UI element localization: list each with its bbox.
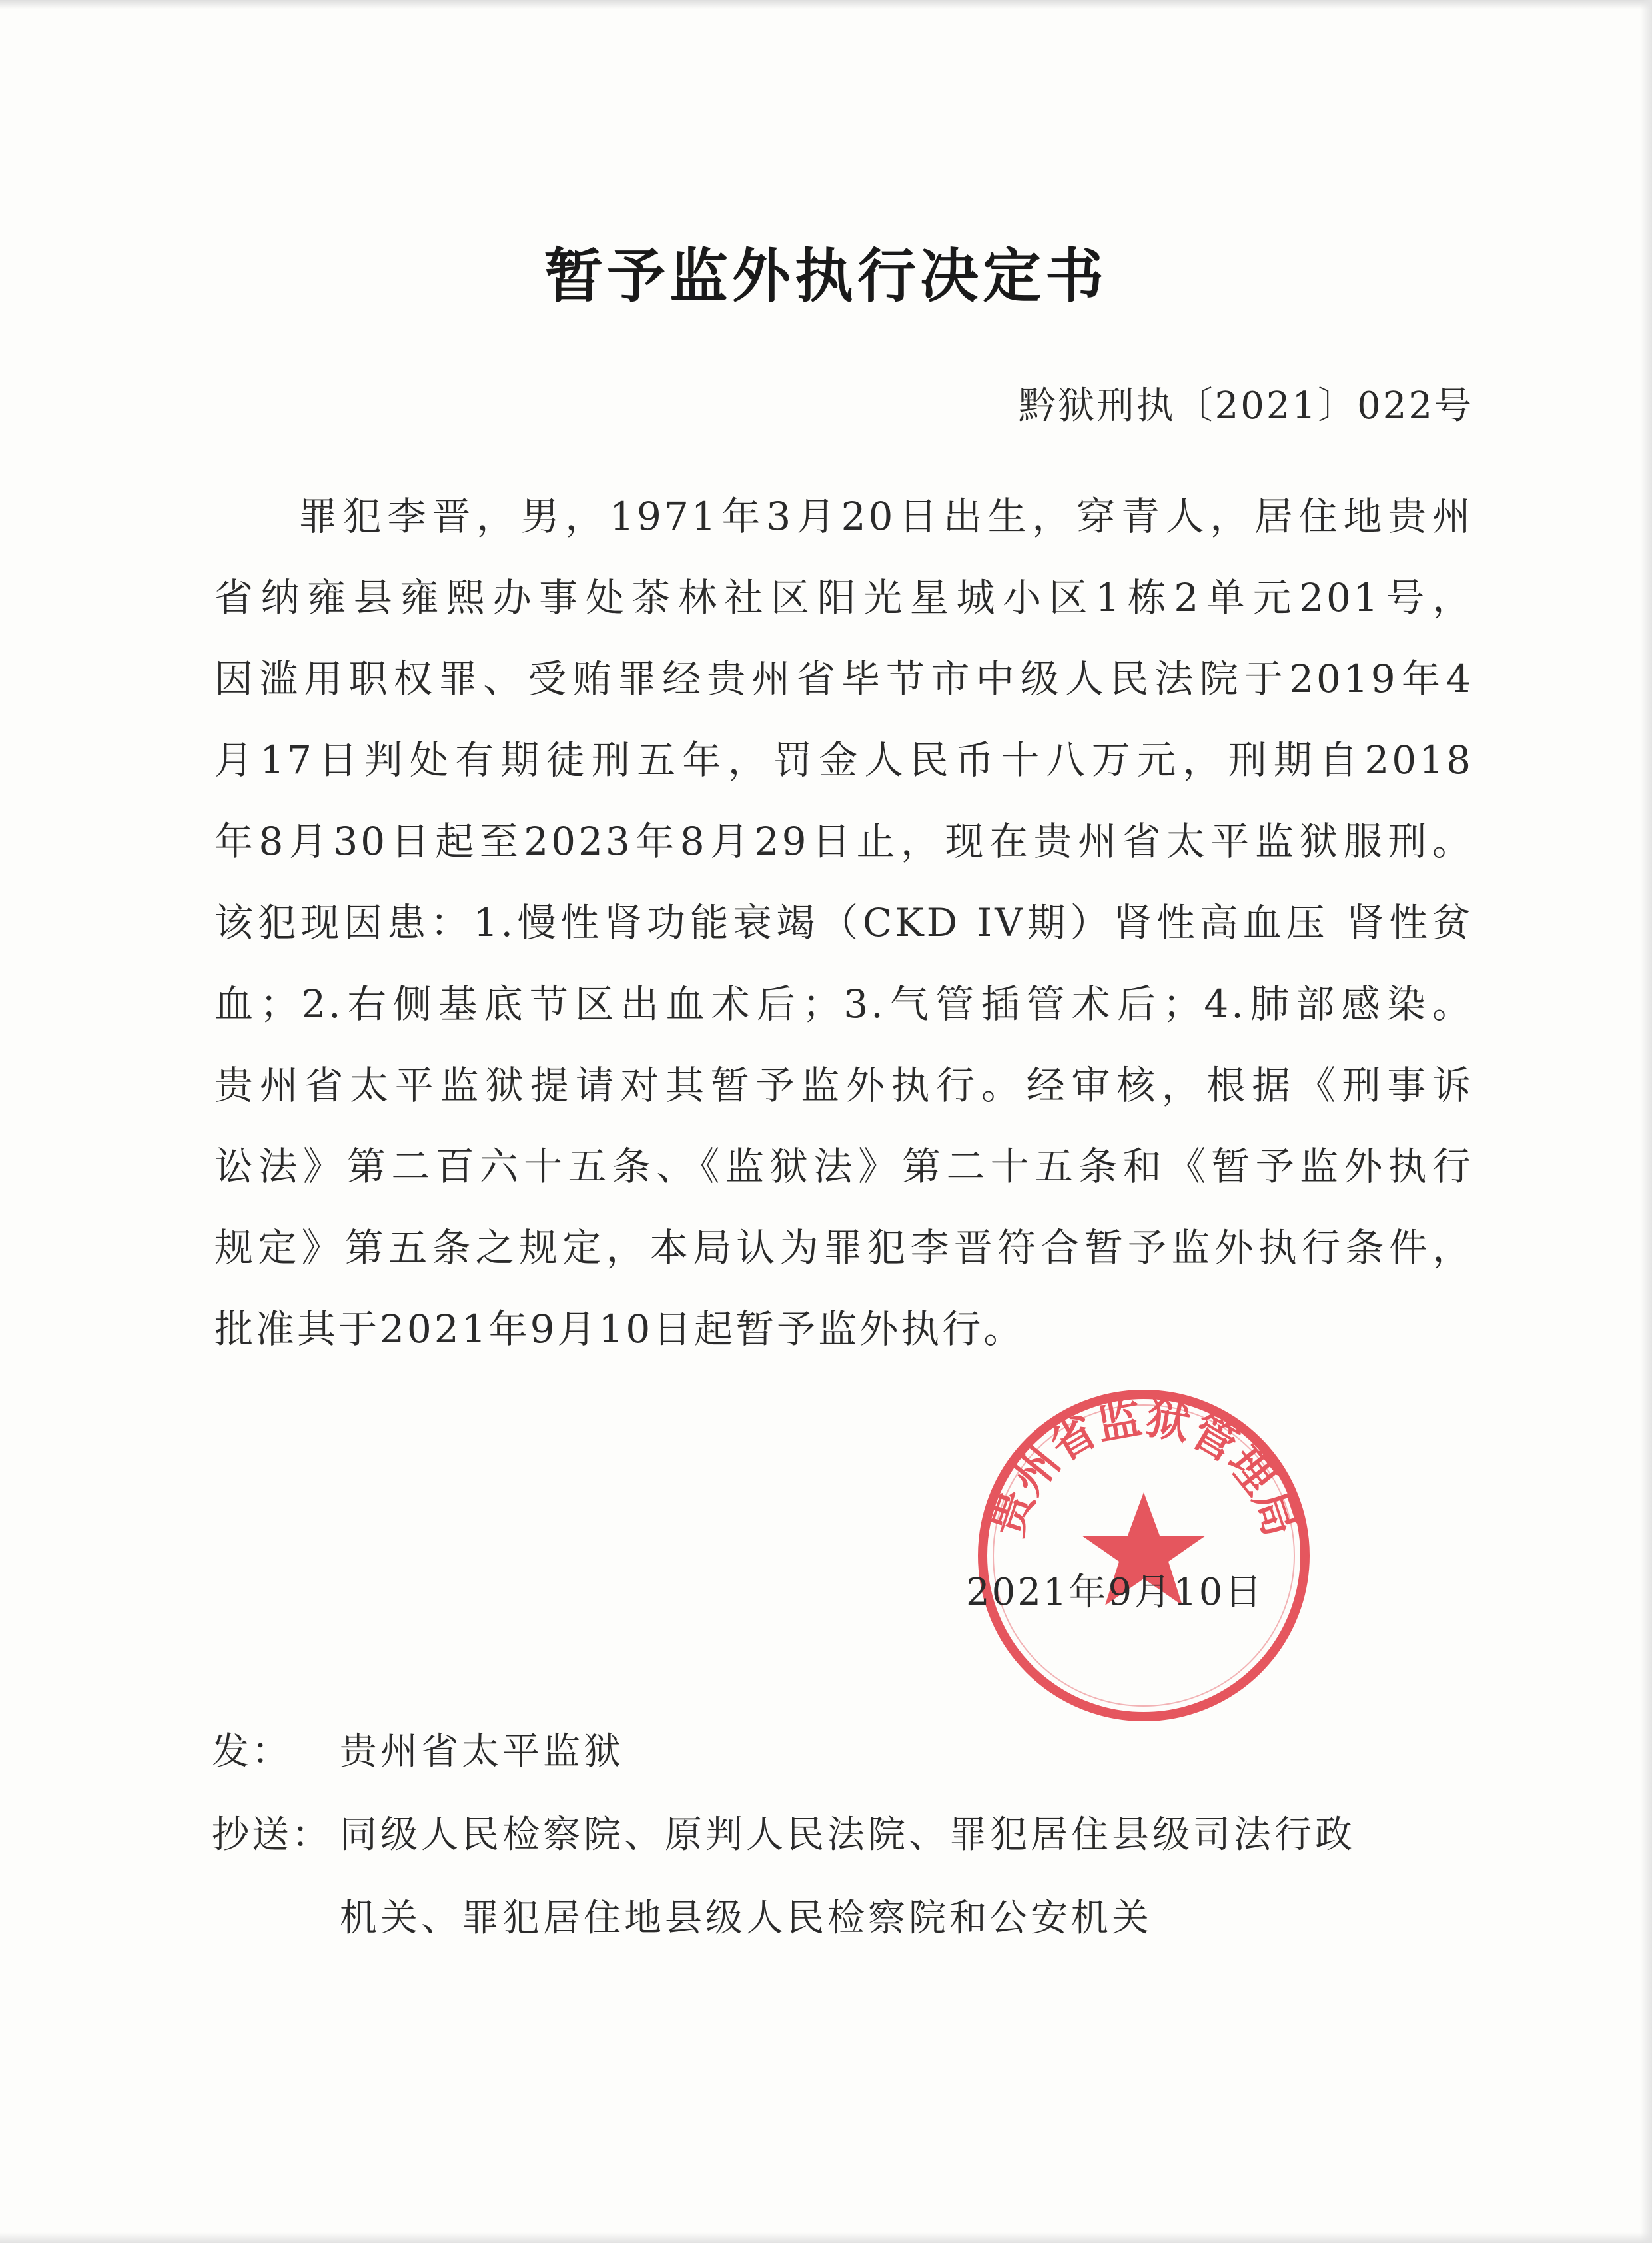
official-seal — [974, 1386, 1314, 1725]
send-label: 发： — [212, 1730, 292, 1773]
cc-line: 同级人民检察院、原判人民法院、罪犯居住县级司法行政 — [340, 1813, 1356, 1857]
body-line: 月17日判处有期徒刑五年，罚金人民币十八万元，刑期自2018 — [214, 737, 1473, 783]
body-line: 贵州省太平监狱提请对其暂予监外执行。经审核，根据《刑事诉 — [214, 1063, 1473, 1108]
scan-edge-right — [1640, 0, 1652, 2243]
cc-label: 抄送： — [212, 1813, 332, 1857]
body-line: 批准其于2021年9月10日起暂予监外执行。 — [214, 1306, 1025, 1352]
body-line: 血；2.右侧基底节区出血术后；3.气管插管术后；4.肺部感染。 — [214, 981, 1473, 1027]
document-number: 黔狱刑执〔2021〕022号 — [1018, 384, 1473, 428]
body-line: 该犯现因患：1.慢性肾功能衰竭（CKD IV期）肾性高血压 肾性贫 — [214, 900, 1473, 945]
cc-line: 机关、罪犯居住地县级人民检察院和公安机关 — [340, 1897, 1152, 1940]
scan-edge-bottom — [0, 2232, 1652, 2243]
document-date: 2021年9月10日 — [966, 1571, 1264, 1614]
body-line: 规定》第五条之规定，本局认为罪犯李晋符合暂予监外执行条件， — [214, 1225, 1473, 1270]
body-line: 因滥用职权罪、受贿罪经贵州省毕节市中级人民法院于2019年4 — [214, 656, 1473, 701]
body-line: 讼法》第二百六十五条、《监狱法》第二十五条和《暂予监外执行 — [214, 1144, 1473, 1189]
body-line: 省纳雍县雍熙办事处茶林社区阳光星城小区1栋2单元201号， — [214, 575, 1473, 620]
scan-edge-top — [0, 0, 1652, 9]
body-line: 年8月30日起至2023年8月29日止，现在贵州省太平监狱服刑。 — [214, 819, 1473, 864]
body-line: 罪犯李晋，男，1971年3月20日出生，穿青人，居住地贵州 — [298, 494, 1473, 539]
send-to: 贵州省太平监狱 — [340, 1730, 624, 1773]
document-title: 暂予监外执行决定书 — [544, 241, 1108, 310]
seal-text: 贵州省监狱管理局 — [981, 1391, 1307, 1543]
